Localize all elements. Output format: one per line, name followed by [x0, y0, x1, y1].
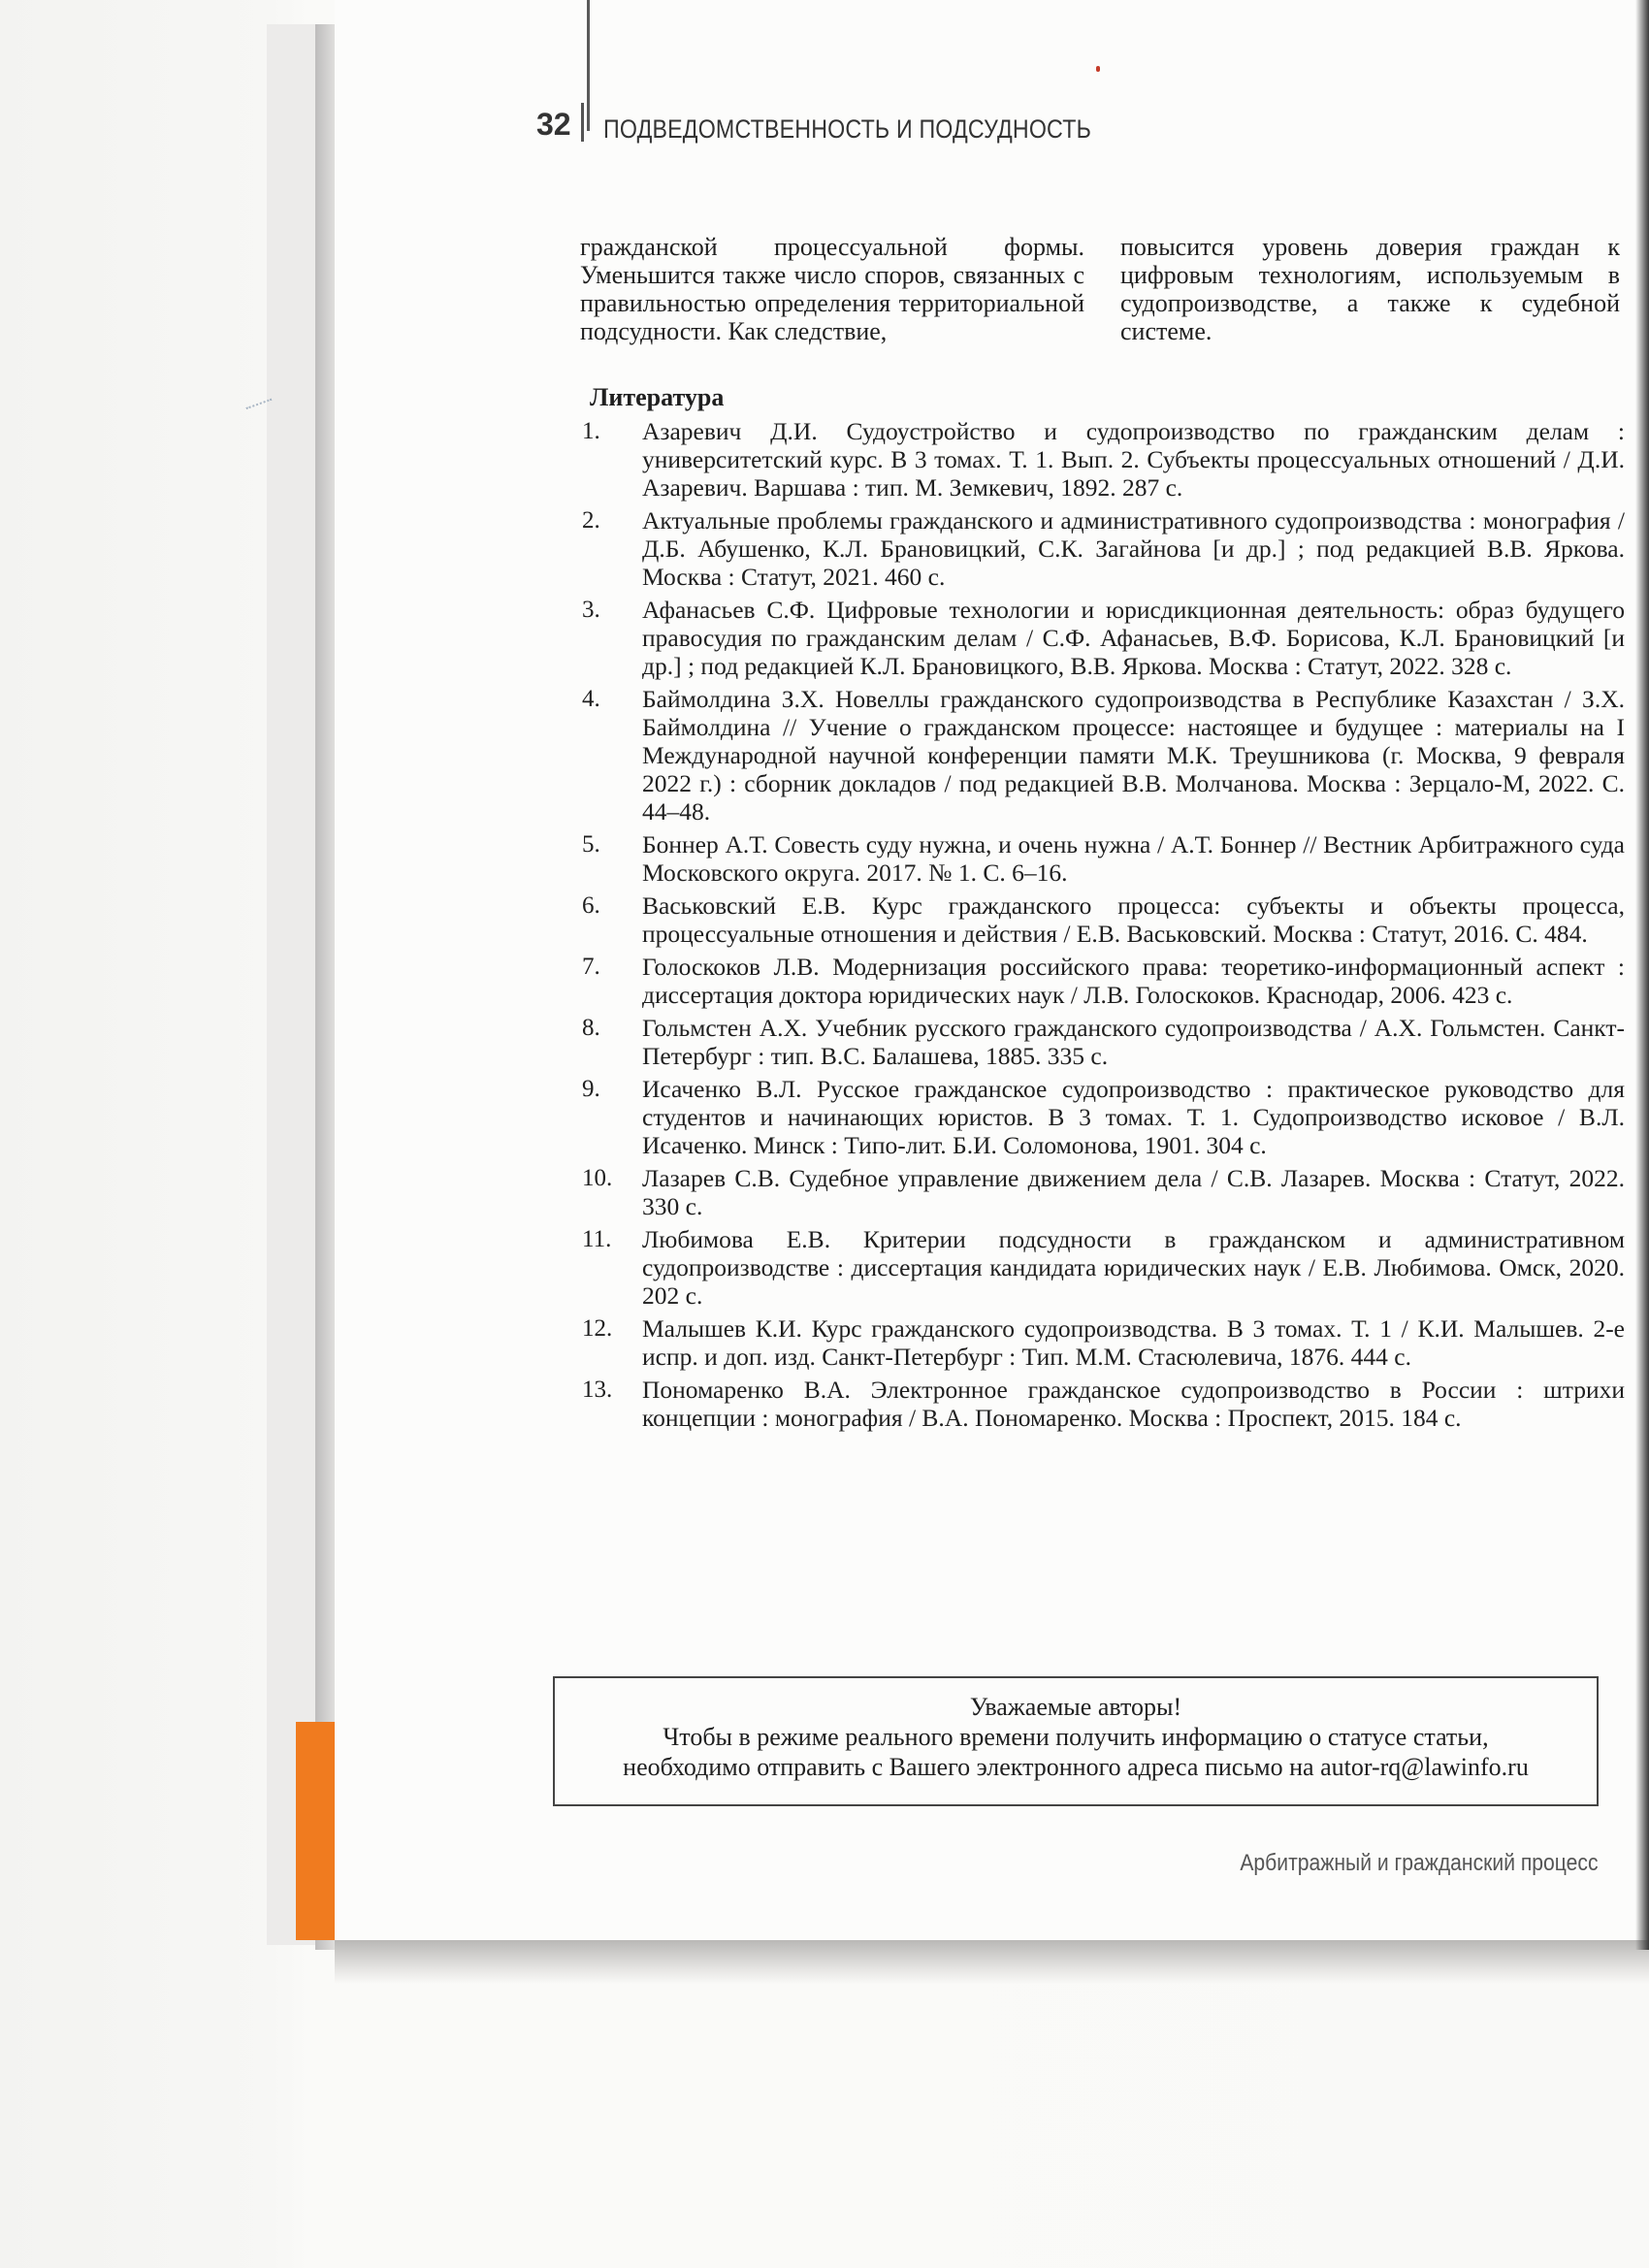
authors-notice-box [553, 1676, 1599, 1806]
literature-item [582, 417, 1625, 502]
literature-item-text: Боннер А.Т. Совесть суду нужна, и очень нужна / А.Т. Боннер // Вестник Арбитражного суда Московского округа. 2017. № 1. С. 6–16. [642, 830, 1625, 887]
running-title: ПОДВЕДОМСТВЕННОСТЬ И ПОДСУДНОСТЬ [603, 114, 1091, 144]
literature-item-text: Голоскоков Л.В. Модернизация российского права: теоретико-информационный аспект : диссертация доктора юридических наук / Л.В. Голоскоков. Краснодар, 2006. 423 с. [642, 953, 1625, 1009]
literature-item [582, 953, 1625, 1009]
literature-item [582, 891, 1625, 948]
literature-item-number: 7. [582, 954, 600, 980]
intro-left-column: гражданской процессуальной формы. Уменьшится также число споров, связанных с правильностью определения территориальной подсудности. Как следствие, [580, 233, 1084, 345]
literature-item [582, 685, 1625, 826]
literature-list [582, 417, 1625, 1437]
literature-item [582, 1376, 1625, 1432]
journal-footer-title: Арбитражный и гражданский процесс [1240, 1850, 1599, 1876]
literature-item-text: Любимова Е.В. Критерии подсудности в гражданском и административном судопроизводстве : диссертация кандидата юридических наук / Е.В. Любимова. Омск, 2020. 202 с. [642, 1225, 1625, 1310]
literature-item-text: Васьковский Е.В. Курс гражданского процесса: субъекты и объекты процесса, процессуальные отношения и действия / Е.В. Васьковский. Москва : Статут, 2016. С. 484. [642, 891, 1625, 948]
literature-item [582, 596, 1625, 680]
notice-title: Уважаемые авторы! [969, 1693, 1182, 1721]
page-bottom-shadow [335, 1940, 1649, 1984]
top-vertical-rule [587, 0, 590, 131]
literature-item-number: 4. [582, 686, 600, 712]
literature-item [582, 1075, 1625, 1159]
literature-item [582, 506, 1625, 591]
literature-item-text: Малышев К.И. Курс гражданского судопроизводства. В 3 томах. Т. 1 / К.И. Малышев. 2-е испр. и доп. изд. Санкт-Петербург : Тип. М.М. Стасюлевича, 1876. 444 с. [642, 1314, 1625, 1371]
literature-item [582, 1014, 1625, 1070]
literature-item-text: Афанасьев С.Ф. Цифровые технологии и юрисдикционная деятельность: образ будущего правосудия по гражданским делам / С.Ф. Афанасьев, В.Ф. Борисова, К.Л. Брановицкий [и др.] ; под редакцией К.Л. Брановицкого, В.В. Яркова. Москва : Статут, 2022. 328 с. [642, 596, 1625, 680]
literature-item [582, 1225, 1625, 1310]
literature-item-number: 6. [582, 892, 600, 919]
literature-item-text: Пономаренко В.А. Электронное гражданское судопроизводство в России : штрихи концепции : монография / В.А. Пономаренко. Москва : Проспект, 2015. 184 с. [642, 1376, 1625, 1432]
literature-item [582, 830, 1625, 887]
literature-item-number: 1. [582, 418, 600, 444]
page-number: 32 [536, 107, 571, 142]
literature-item-number: 8. [582, 1015, 600, 1041]
literature-item-number: 12. [582, 1315, 613, 1342]
literature-heading: Литература [590, 383, 725, 411]
literature-item-number: 11. [582, 1226, 612, 1252]
literature-item [582, 1164, 1625, 1220]
literature-item-number: 13. [582, 1377, 613, 1403]
literature-item-number: 5. [582, 831, 600, 858]
literature-item-number: 2. [582, 507, 600, 534]
literature-item [582, 1314, 1625, 1371]
scan-speck [1096, 66, 1100, 72]
literature-item-text: Лазарев С.В. Судебное управление движением дела / С.В. Лазарев. Москва : Статут, 2022. 330 с. [642, 1164, 1625, 1220]
header-divider [581, 103, 584, 142]
literature-item-number: 10. [582, 1165, 613, 1191]
literature-item-number: 9. [582, 1076, 600, 1102]
literature-item-text: Актуальные проблемы гражданского и административного судопроизводства : монография / Д.Б. Абушенко, К.Л. Брановицкий, С.К. Загайнова [и др.] ; под редакцией В.В. Яркова. Москва : Статут, 2021. 460 с. [642, 506, 1625, 591]
notice-line-2: необходимо отправить с Вашего электронного адреса письмо на autor-rq@lawinfo.ru [623, 1753, 1529, 1781]
page-edge-shadow [315, 24, 337, 1950]
literature-item-text: Исаченко В.Л. Русское гражданское судопроизводство : практическое руководство для студентов и начинающих юристов. В 3 томах. Т. 1. Судопроизводство исковое / В.Л. Исаченко. Минск : Типо-лит. Б.И. Соломонова, 1901. 304 с. [642, 1075, 1625, 1159]
literature-item-text: Гольмстен А.Х. Учебник русского гражданского судопроизводства / А.Х. Гольмстен. Санкт-Петербург : тип. В.С. Балашева, 1885. 335 с. [642, 1014, 1625, 1070]
intro-right-column: повысится уровень доверия граждан к цифровым технологиям, используемым в судопроизводстве, а также к судебной системе. [1120, 233, 1620, 345]
literature-item-number: 3. [582, 597, 600, 623]
literature-item-text: Азаревич Д.И. Судоустройство и судопроизводство по гражданским делам : университетский курс. В 3 томах. Т. 1. Вып. 2. Субъекты процессуальных отношений / Д.И. Азаревич. Варшава : тип. М. Земкевич, 1892. 287 с. [642, 417, 1625, 502]
scan-right-edge [1635, 0, 1649, 1950]
notice-line-1: Чтобы в режиме реального времени получить информацию о статусе статьи, [663, 1723, 1489, 1751]
literature-item-text: Баймолдина З.Х. Новеллы гражданского судопроизводства в Республике Казахстан / З.Х. Баймолдина // Учение о гражданском процессе: настоящее и будущее : материалы на I Международной научной конференции памяти М.К. Треушникова (г. Москва, 9 февраля 2022 г.) : сборник докладов / под редакцией В.В. Молчанова. Москва : Зерцало-М, 2022. С. 44–48. [642, 685, 1625, 826]
